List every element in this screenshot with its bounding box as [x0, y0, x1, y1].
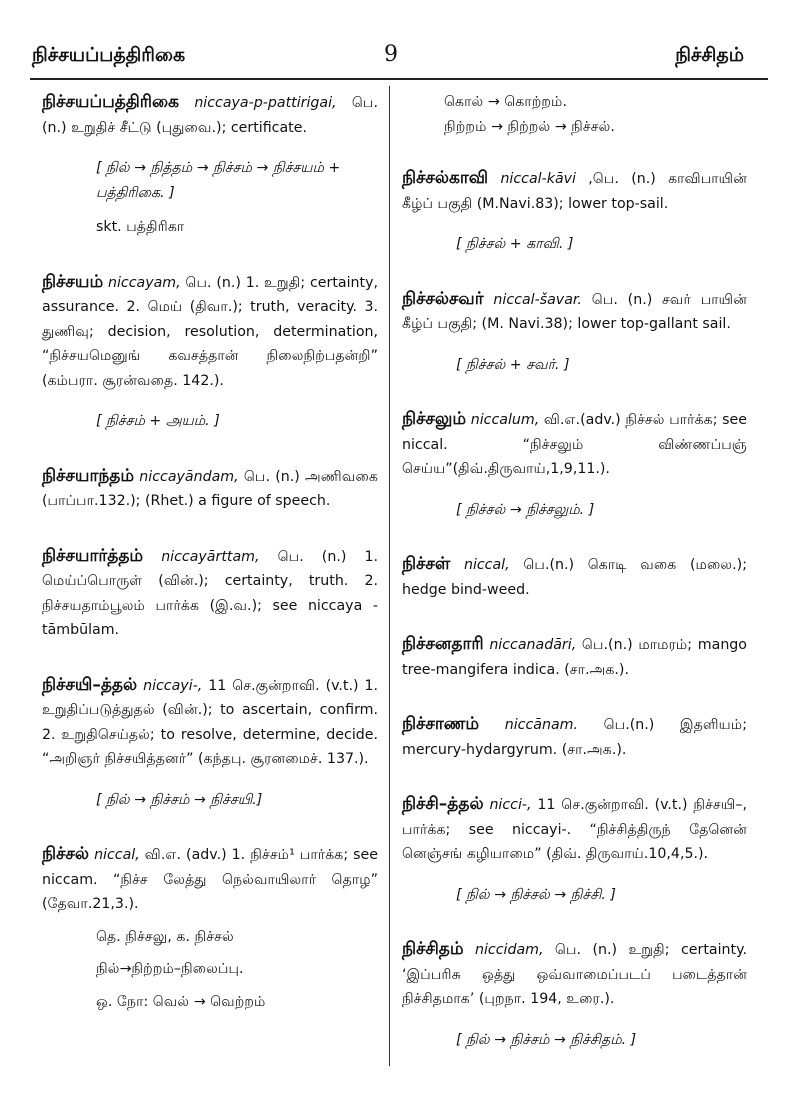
cognate-line: தெ. நிச்சலு, க. நிச்சல்: [96, 928, 234, 945]
transliteration: niccānam.: [504, 717, 578, 733]
transliteration: niccayam,: [107, 274, 181, 291]
continuation-line: நிற்றம் → நிற்றல் → நிச்சல்.: [444, 119, 615, 135]
page-number: 9: [384, 42, 398, 67]
etymology: [ நில் → நிச்சல் → நிச்சி. ]: [456, 886, 616, 903]
comparison-line: ஒ. நோ: வெல் → வெற்றம்: [96, 993, 266, 1010]
definition: பெ. (n.) உறுதிச் சீட்டு (புதுவை.); certificate.: [42, 95, 379, 136]
headword: நிச்சள்: [402, 554, 451, 574]
definition: பெ. (n.) 1. உறுதி; certainty, assurance. 2. மெய் (திவா.); truth, veracity. 3. துணிவு; decision, resolution, determination, “நிச்சயமெனுங் கவசத்தான் நிலைநிற்பதன்றி” (கம்பரா. சூரன்வதை. 142.).: [42, 274, 378, 389]
dictionary-entry: [402, 287, 747, 378]
etymology: [ நிச்சல் + காவி. ]: [456, 236, 574, 252]
headword: நிச்சயார்த்தம்: [42, 545, 144, 566]
dictionary-entry: [42, 270, 378, 434]
definition: பெ.(n.) மாமரம்; mango tree-mangifera indica. (சா.அக.).: [402, 637, 747, 678]
dictionary-entry: [402, 166, 747, 257]
headword: நிச்சல்சவர்: [402, 288, 484, 309]
dictionary-entry: [402, 632, 747, 682]
definition: வி.எ.(adv.) நிச்சல் பார்க்க; see niccal. “நிச்சலும் விண்ணப்பஞ் செய்ய”(திவ்.திருவாய்,1,9,11.).: [402, 412, 747, 477]
definition: ,பெ. (n.) காவிபாயின் கீழ்ப் பகுதி (M.Navi.83); lower top-sail.: [402, 171, 748, 212]
dictionary-entry: [42, 842, 378, 1014]
definition: பெ.(n.) கொடி வகை (மலை.); hedge bind-weed.: [402, 557, 747, 598]
transliteration: niccal-šavar.: [493, 291, 582, 308]
header-rule: [30, 78, 768, 80]
headword: நிச்சி–த்தல்: [402, 794, 484, 814]
etymology: [ நில் → நித்தம் → நிச்சம் → நிச்சயம் + பத்திரிகை. ]: [96, 160, 341, 201]
continuation-block: [402, 90, 747, 140]
right-column: [402, 90, 747, 1082]
etymology: [ நிச்சல் + சவர். ]: [456, 356, 570, 373]
headword: நிச்சயம்: [42, 271, 104, 292]
transliteration: niccayāndam,: [139, 468, 239, 485]
headword: நிச்சலும்: [402, 409, 467, 429]
headword: நிச்சயி–த்தல்: [42, 674, 138, 695]
derivation-line: நில்→நிற்றம்–நிலைப்பு.: [96, 961, 244, 977]
headword: நிச்சிதம்: [402, 939, 464, 959]
dictionary-entry: [402, 712, 747, 762]
header-right-guideword: நிச்சிதம்: [675, 44, 744, 66]
dictionary-entry: [402, 792, 747, 907]
dictionary-entry: [42, 544, 378, 643]
dictionary-entry: [402, 552, 747, 602]
definition: பெ. (n.) சவர் பாயின் கீழ்ப் பகுதி; (M. Navi.38); lower top-gallant sail.: [402, 291, 748, 332]
headword: நிச்சனதாரி: [402, 634, 484, 654]
dictionary-entry: [42, 673, 378, 813]
headword: நிச்சாணம்: [402, 714, 480, 734]
definition: 11 செ.குன்றாவி. (v.t.) நிச்சயி–, பார்க்க; see niccayi-. “நிச்சித்திருந் தேனென் னெஞ்சங் கழியாமை” (திவ். திருவாய்.10,4,5.).: [402, 797, 747, 862]
dictionary-entry: [402, 937, 747, 1052]
headword: நிச்சயப்பத்திரிகை: [42, 92, 179, 112]
continuation-line: கொல் → கொற்றம்.: [444, 94, 567, 110]
etymology: [ நில் → நிச்சம் → நிச்சிதம். ]: [456, 1031, 637, 1048]
transliteration: niccal,: [94, 847, 140, 863]
etymology: [ நிச்சல் → நிச்சலும். ]: [456, 501, 595, 518]
definition: 11 செ.குன்றாவி. (v.t.) 1. உறுதிப்படுத்துதல் (வின்.); to ascertain, confirm. 2. உறுதிசெய்தல்; to resolve, determine, decide. “அறிஞர் நிச்சயித்தனர்” (கந்தபு. சூரனமைச். 137.).: [42, 677, 378, 767]
dictionary-entry: [42, 90, 378, 240]
transliteration: nicci-,: [489, 797, 532, 813]
headword: நிச்சல்காவி: [402, 168, 489, 188]
definition: வி.எ. (adv.) 1. நிச்சம்¹ பார்க்க; see niccam. “நிச்ச லேத்து நெல்வாயிலார் தொழ” (தேவா.21,3.).: [42, 847, 379, 912]
header-left-guideword: நிச்சயப்பத்திரிகை: [32, 44, 186, 66]
etymology: [ நில் → நிச்சம் → நிச்சயி.]: [96, 791, 263, 808]
transliteration: niccanadāri,: [489, 637, 577, 653]
transliteration: niccidam,: [474, 942, 544, 958]
dictionary-entry: [402, 407, 747, 522]
definition: பெ.(n.) இதளியம்; mercury-hydargyrum. (சா.அக.).: [402, 717, 747, 758]
etymology: [ நிச்சம் + அயம். ]: [96, 413, 220, 429]
transliteration: niccal,: [463, 557, 510, 573]
definition: பெ. (n.) உறுதி; certainty. ‘இப்பரிசு ஒத்து ஒவ்வாமைப்படப் படைத்தான் நிச்சிதமாக’ (புறநா. 194, உரை.).: [402, 942, 747, 1007]
column-divider: [389, 86, 390, 1066]
transliteration: niccal-kāvi: [500, 171, 576, 187]
transliteration: niccayi-,: [143, 677, 203, 694]
transliteration: niccalum,: [470, 412, 540, 428]
transliteration: niccayārttam,: [161, 548, 260, 565]
definition: பெ. (n.) 1. மெய்ப்பொருள் (வின்.); certainty, truth. 2. நிச்சயதாம்பூலம் பார்க்க (இ.வ.); see niccaya - tāmbūlam.: [42, 548, 379, 638]
transliteration: niccaya-p-pattirigai,: [194, 95, 337, 111]
definition: பெ. (n.) அணிவகை (பாப்பா.132.); (Rhet.) a figure of speech.: [42, 468, 378, 509]
etymology-note: skt. பத்திரிகா: [96, 219, 185, 235]
headword: நிச்சயாந்தம்: [42, 465, 135, 486]
headword: நிச்சல்: [42, 844, 90, 864]
dictionary-entry: [42, 464, 378, 514]
left-column: [42, 90, 378, 1044]
